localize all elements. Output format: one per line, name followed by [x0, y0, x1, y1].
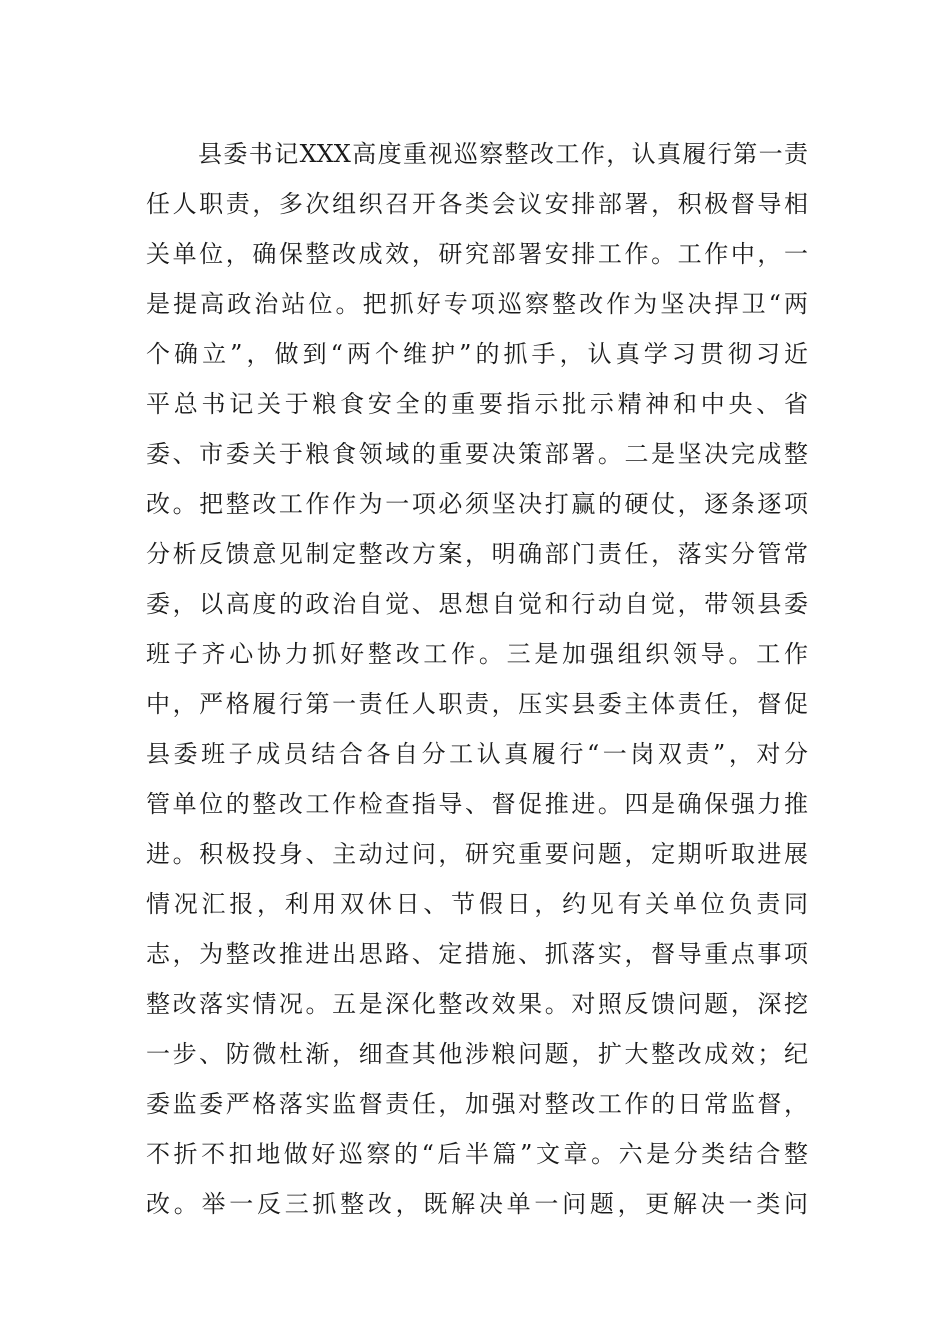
paragraph-line: 志，为整改推进出思路、定措施、抓落实，督导重点事项	[146, 940, 808, 968]
paragraph-line: 中，严格履行第一责任人职责，压实县委主体责任，督促	[146, 690, 808, 718]
paragraph-line: 不折不扣地做好巡察的“后半篇”文章。六是分类结合整	[146, 1140, 808, 1168]
paragraph-line: 委监委严格落实监督责任，加强对整改工作的日常监督，	[146, 1090, 808, 1118]
paragraph-line: 整改落实情况。五是深化整改效果。对照反馈问题，深挖	[146, 990, 808, 1018]
paragraph-line: 任人职责，多次组织召开各类会议安排部署，积极督导相	[146, 190, 808, 218]
paragraph-line: 委、市委关于粮食领域的重要决策部署。二是坚决完成整	[146, 440, 808, 468]
paragraph-line: 班子齐心协力抓好整改工作。三是加强组织领导。工作	[146, 640, 808, 668]
paragraph-line: 分析反馈意见制定整改方案，明确部门责任，落实分管常	[146, 540, 808, 568]
paragraph-line: 管单位的整改工作检查指导、督促推进。四是确保强力推	[146, 790, 808, 818]
paragraph-line: 县委班子成员结合各自分工认真履行“一岗双责”，对分	[146, 740, 808, 768]
paragraph-line: 县委书记XXX高度重视巡察整改工作，认真履行第一责	[198, 140, 808, 168]
paragraph-line: 委，以高度的政治自觉、思想自觉和行动自觉，带领县委	[146, 590, 808, 618]
paragraph-line: 改。举一反三抓整改，既解决单一问题，更解决一类问	[146, 1190, 808, 1218]
paragraph-line: 平总书记关于粮食安全的重要指示批示精神和中央、省	[146, 390, 808, 418]
paragraph-line: 改。把整改工作作为一项必须坚决打赢的硬仗，逐条逐项	[146, 490, 808, 518]
paragraph-line: 进。积极投身、主动过问，研究重要问题，定期听取进展	[146, 840, 808, 868]
paragraph-line: 个确立”，做到“两个维护”的抓手，认真学习贯彻习近	[146, 340, 808, 368]
paragraph-line: 一步、防微杜渐，细查其他涉粮问题，扩大整改成效；纪	[146, 1040, 808, 1068]
paragraph-line: 情况汇报，利用双休日、节假日，约见有关单位负责同	[146, 890, 808, 918]
body-paragraph	[146, 129, 808, 1229]
paragraph-line: 是提高政治站位。把抓好专项巡察整改作为坚决捍卫“两	[146, 290, 808, 318]
paragraph-line: 关单位，确保整改成效，研究部署安排工作。工作中，一	[146, 240, 808, 268]
